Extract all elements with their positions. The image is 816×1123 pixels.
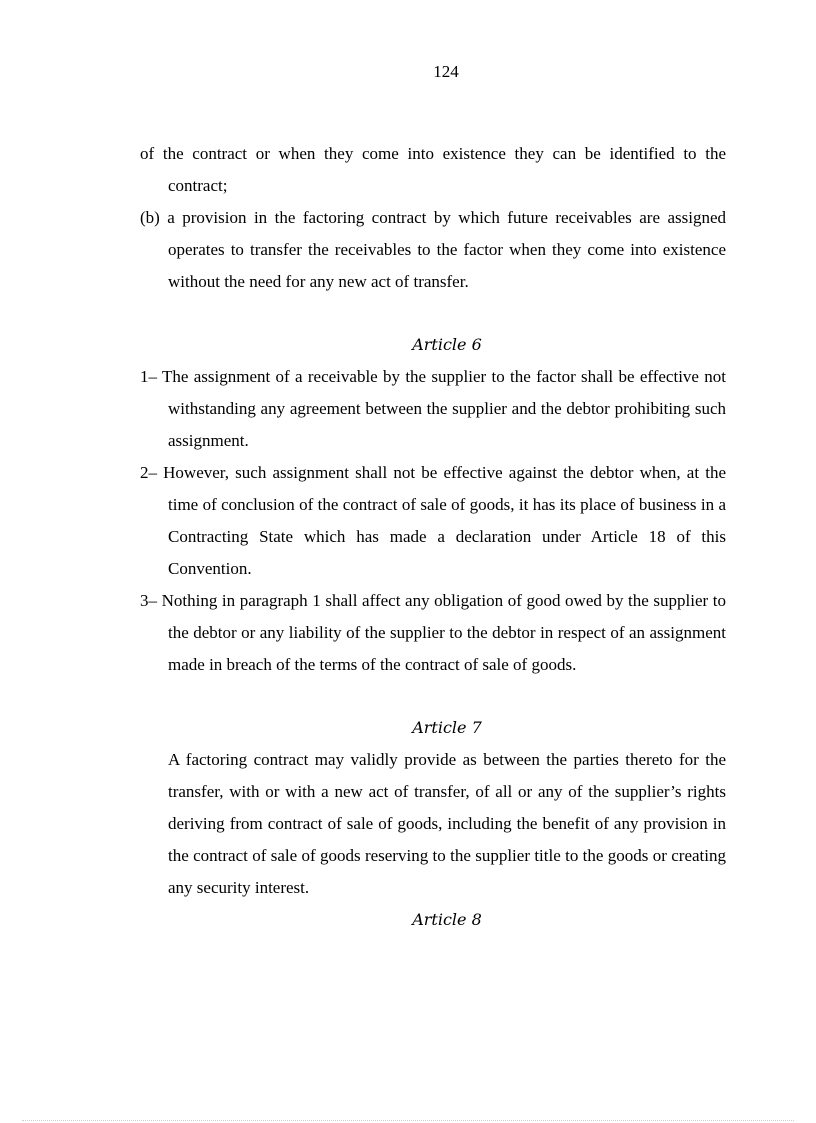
article-6-paragraph-2: 2– However, such assignment shall not be effective against the debtor when, at the time of conclusion of the contract of sale of goods, it has its place of business in a Contracting State which has made a declaration under Article 18 of this Convention. [140,463,726,578]
footer-rule [22,1120,794,1121]
article-7-body: A factoring contract may validly provide as between the parties thereto for the transfer, with or with a new act of transfer, of all or any of the supplier’s rights deriving from contract of sale of goods, including the benefit of any provision in the contract of sale of goods reserving to the supplier title to the goods or creating any security interest. [168,750,726,897]
page-number: 124 [433,62,459,81]
continuation-paragraph: of the contract or when they come into existence they can be identified to the contract; [140,144,726,195]
article-7-heading: Article 7 [412,718,482,737]
document-body [140,138,726,936]
article-8-heading: Article 8 [412,910,482,929]
article-6-paragraph-3: 3– Nothing in paragraph 1 shall affect any obligation of good owed by the supplier to the debtor or any liability of the supplier to the debtor in respect of an assignment made in breach of the terms of the contract of sale of goods. [140,591,726,674]
article-6-paragraph-1: 1– The assignment of a receivable by the supplier to the factor shall be effective not withstanding any agreement between the supplier and the debtor prohibiting such assignment. [140,367,726,450]
item-b-paragraph: (b) a provision in the factoring contract by which future receivables are assigned operates to transfer the receivables to the factor when they come into existence without the need for any new act of transfer. [140,208,726,291]
article-6-heading: Article 6 [412,335,482,354]
